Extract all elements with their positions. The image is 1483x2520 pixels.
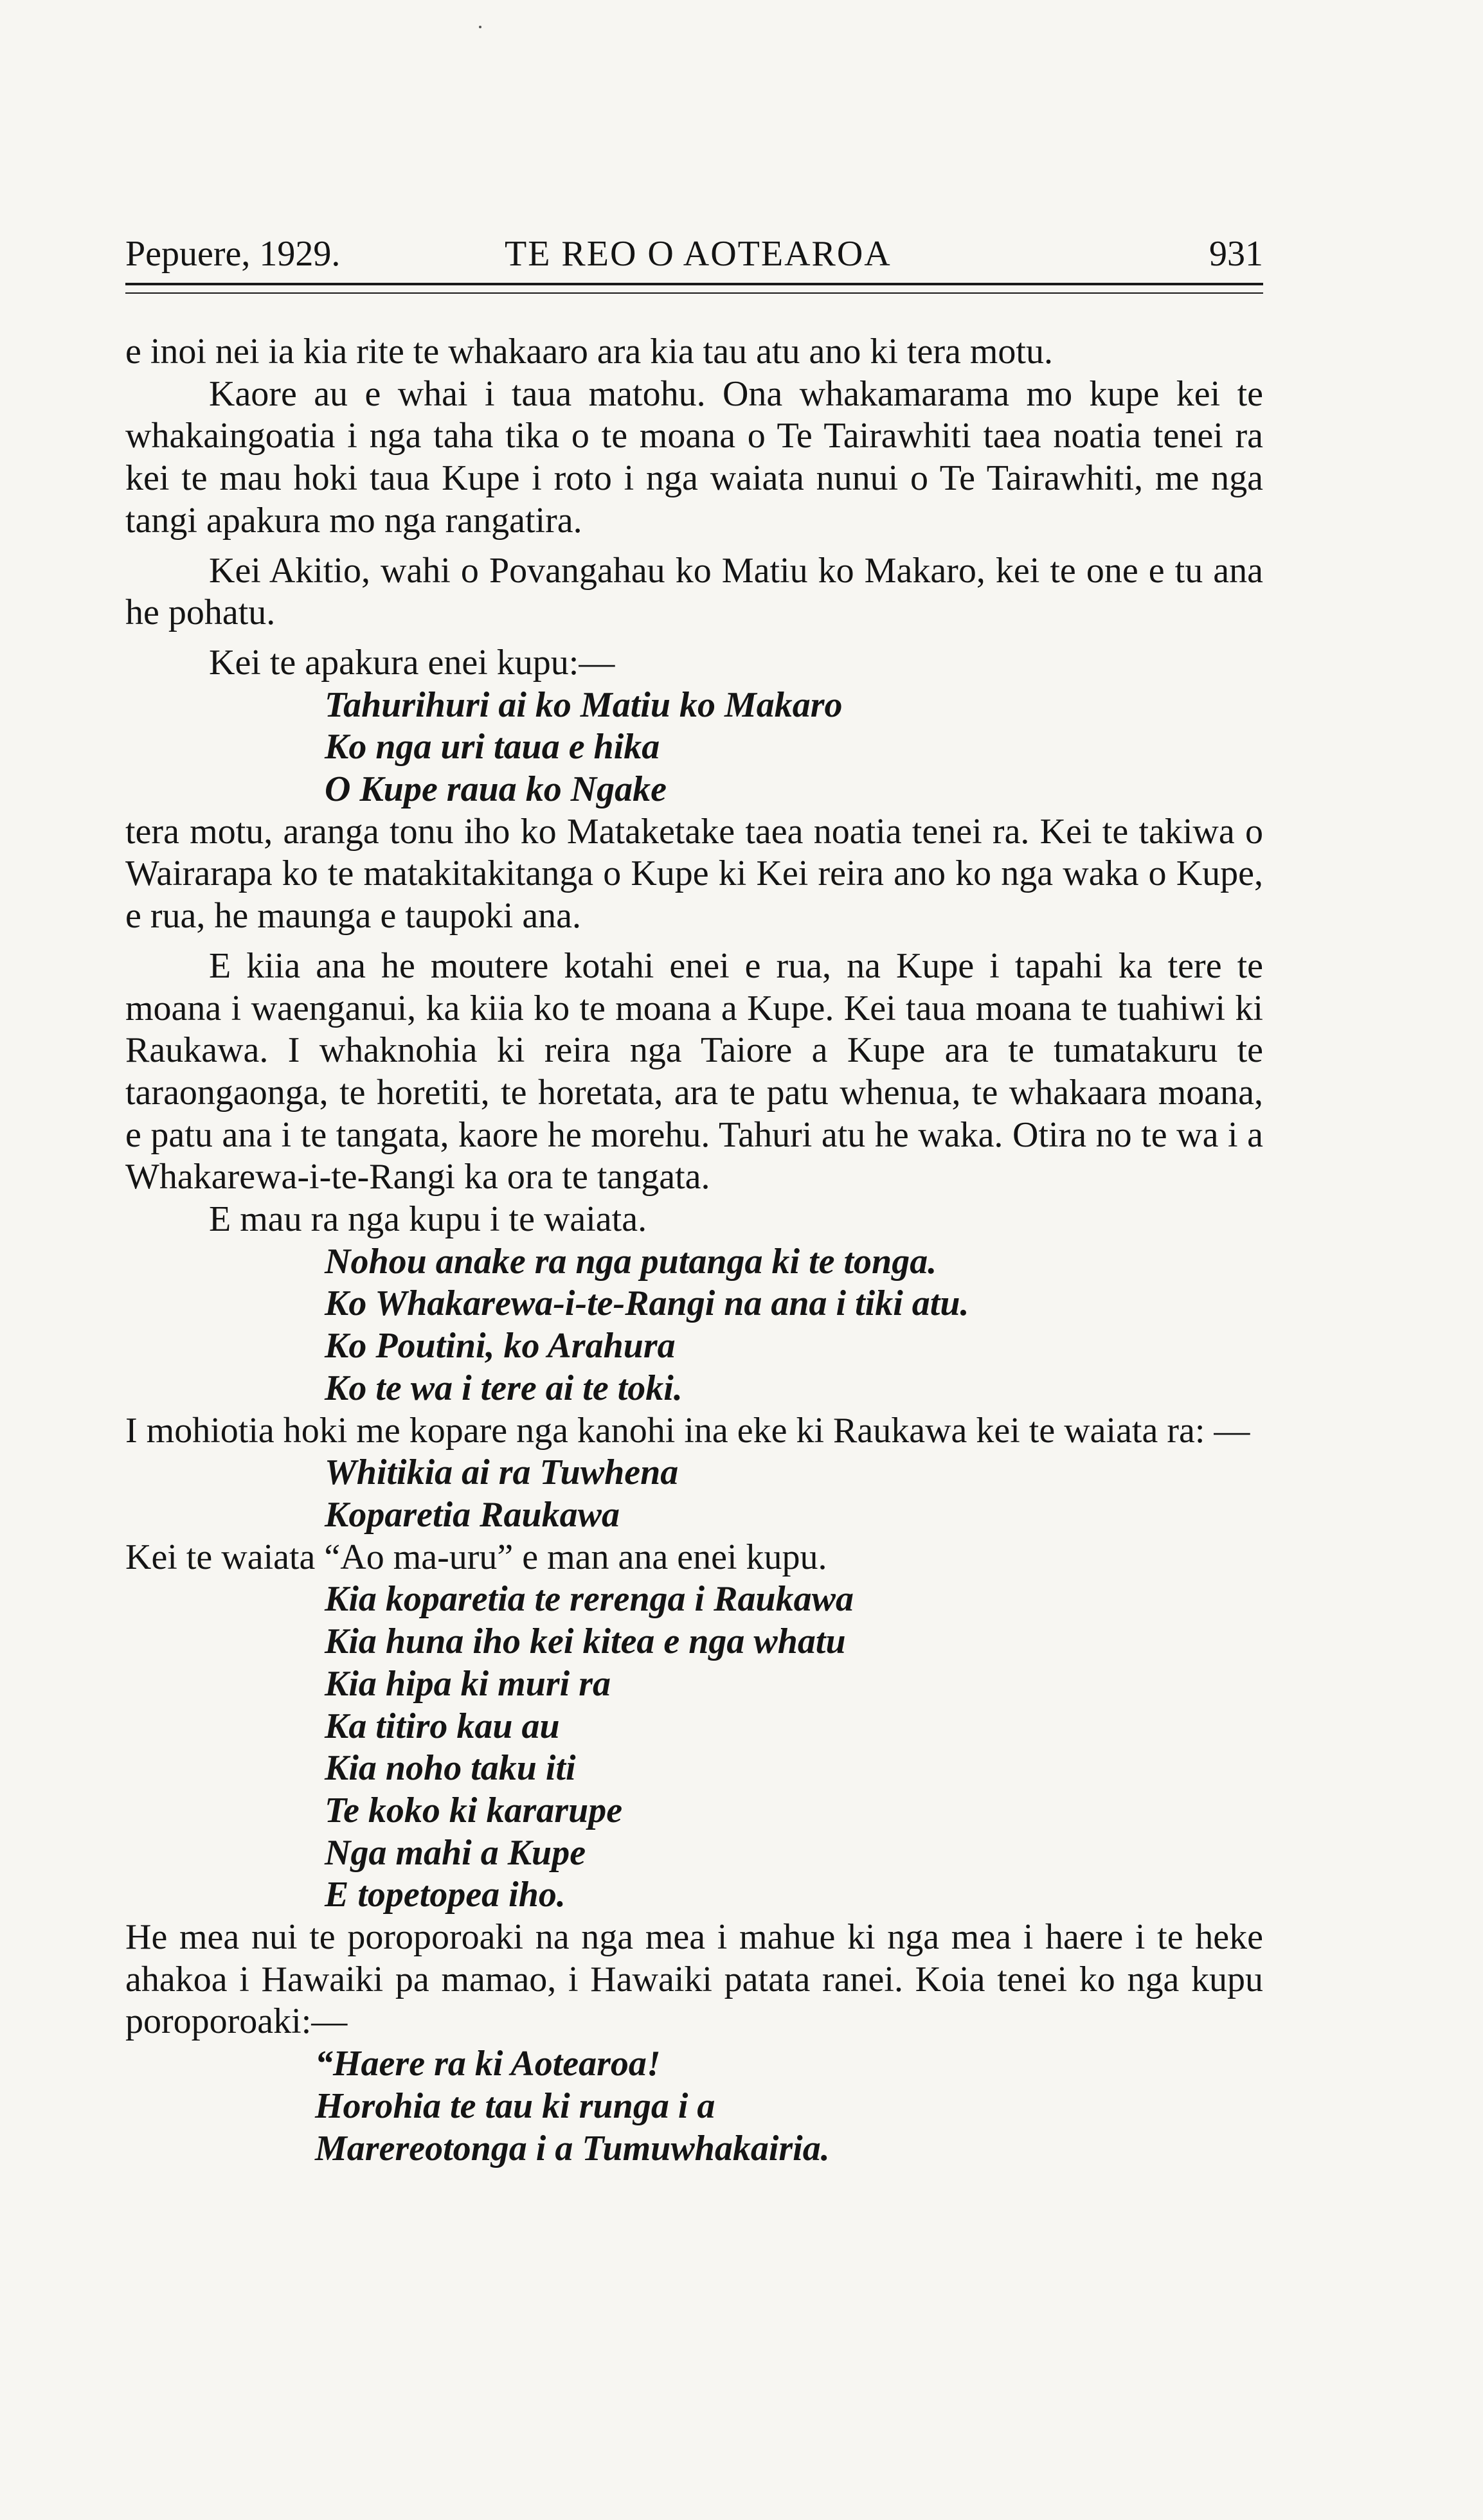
verse-block xyxy=(125,2043,1263,2170)
paragraph: Kei te apakura enei kupu:— xyxy=(209,642,615,683)
paragraph: He mea nui te poroporoaki na nga mea i mahue ki nga mea i haere i te heke ahakoa i Hawaiki pa mamao, i Hawaiki patata ranei. Koia tenei ko nga kupu poroporoaki:— xyxy=(125,1917,1263,2042)
paragraph: Kei te waiata “Ao ma-uru” e man ana enei kupu. xyxy=(125,1537,827,1577)
verse-line: Marereotonga i a Tumuwhakairia. xyxy=(315,2128,830,2168)
verse-line: E topetopea iho. xyxy=(325,1875,566,1915)
verse-line: O Kupe raua ko Ngake xyxy=(325,769,667,810)
verse-block xyxy=(125,1241,1263,1410)
header-title: TE REO O AOTEAROA xyxy=(505,234,892,274)
verse-line: Koparetia Raukawa xyxy=(325,1494,620,1535)
verse-line: Tahurihuri ai ko Matiu ko Makaro xyxy=(325,684,843,725)
paragraph: I mohiotia hoki me kopare nga kanohi ina eke ki Raukawa kei te waiata ra: — xyxy=(125,1410,1250,1451)
paragraph: Kei Akitio, wahi o Povangahau ko Matiu ko Makaro, kei te one e tu ana he pohatu. xyxy=(125,550,1263,633)
verse-line: Ko Whakarewa-i-te-Rangi na ana i tiki atu. xyxy=(325,1283,969,1324)
verse-line: Nohou anake ra nga putanga ki te tonga. xyxy=(325,1241,937,1282)
verse-line: Nga mahi a Kupe xyxy=(325,1832,586,1873)
verse-line: Kia hipa ki muri ra xyxy=(325,1663,611,1704)
verse-line: Whitikia ai ra Tuwhena xyxy=(325,1452,679,1493)
verse-line: Kia huna iho kei kitea e nga whatu xyxy=(325,1622,846,1662)
verse-line: Horohia te tau ki runga i a xyxy=(315,2086,715,2126)
verse-line: Ka titiro kau au xyxy=(325,1706,560,1746)
verse-line: Kia koparetia te rerenga i Raukawa xyxy=(325,1579,854,1620)
verse-block xyxy=(125,684,1263,811)
verse-block xyxy=(125,1452,1263,1536)
header-rule-thin xyxy=(125,292,1263,294)
paragraph: E kiia ana he moutere kotahi enei e rua, na Kupe i tapahi ka tere te moana i waenganui, ka kiia ko te moana a Kupe. Kei taua moana te tuahiwi ki Raukawa. I whaknohia ki reira nga Taiore a Kupe ara te tumatakuru te taraongaonga, te horetiti, te horetata, ara te patu whenua, te whakaara moana, e patu ana i te tangata, kaore he morehu. Tahuri atu he waka. Otira no te wa i a Whakarewa-i-te-Rangi ka ora te tangata. xyxy=(125,945,1263,1197)
paragraph: e inoi nei ia kia rite te whakaaro ara kia tau atu ano ki tera motu. xyxy=(125,332,1053,371)
print-speck xyxy=(479,26,481,28)
paragraph: Kaore au e whai i taua matohu. Ona whakamarama mo kupe kei te whakaingoatia i nga taha tika o te moana o Te Tairawhiti taea noatia tenei ra kei te mau hoki taua Kupe i roto i nga waiata nunui o Te Tairawhiti, me nga tangi apakura mo nga rangatira. xyxy=(125,373,1263,541)
header-rule-thick xyxy=(125,283,1263,285)
page-number: 931 xyxy=(1209,234,1263,274)
paragraph: tera motu, aranga tonu iho ko Mataketake taea noatia tenei ra. Kei te takiwa o Wairarapa ko te matakitakitanga o Kupe ki Kei reira ano ko nga waka o Kupe, e rua, he maunga e taupoki ana. xyxy=(125,811,1263,936)
verse-line: Te koko ki kararupe xyxy=(325,1790,623,1830)
verse-line: “Haere ra ki Aotearoa! xyxy=(315,2044,661,2084)
header-date: Pepuere, 1929. xyxy=(125,234,341,274)
verse-line: Ko te wa i tere ai te toki. xyxy=(325,1368,683,1408)
running-header xyxy=(125,228,1263,280)
verse-line: Ko nga uri taua e hika xyxy=(325,727,660,767)
verse-block xyxy=(125,1578,1263,1917)
verse-line: Kia noho taku iti xyxy=(325,1748,576,1789)
verse-line: Ko Poutini, ko Arahura xyxy=(325,1326,676,1366)
paragraph: E mau ra nga kupu i te waiata. xyxy=(209,1199,647,1240)
article-body xyxy=(125,331,1263,2170)
